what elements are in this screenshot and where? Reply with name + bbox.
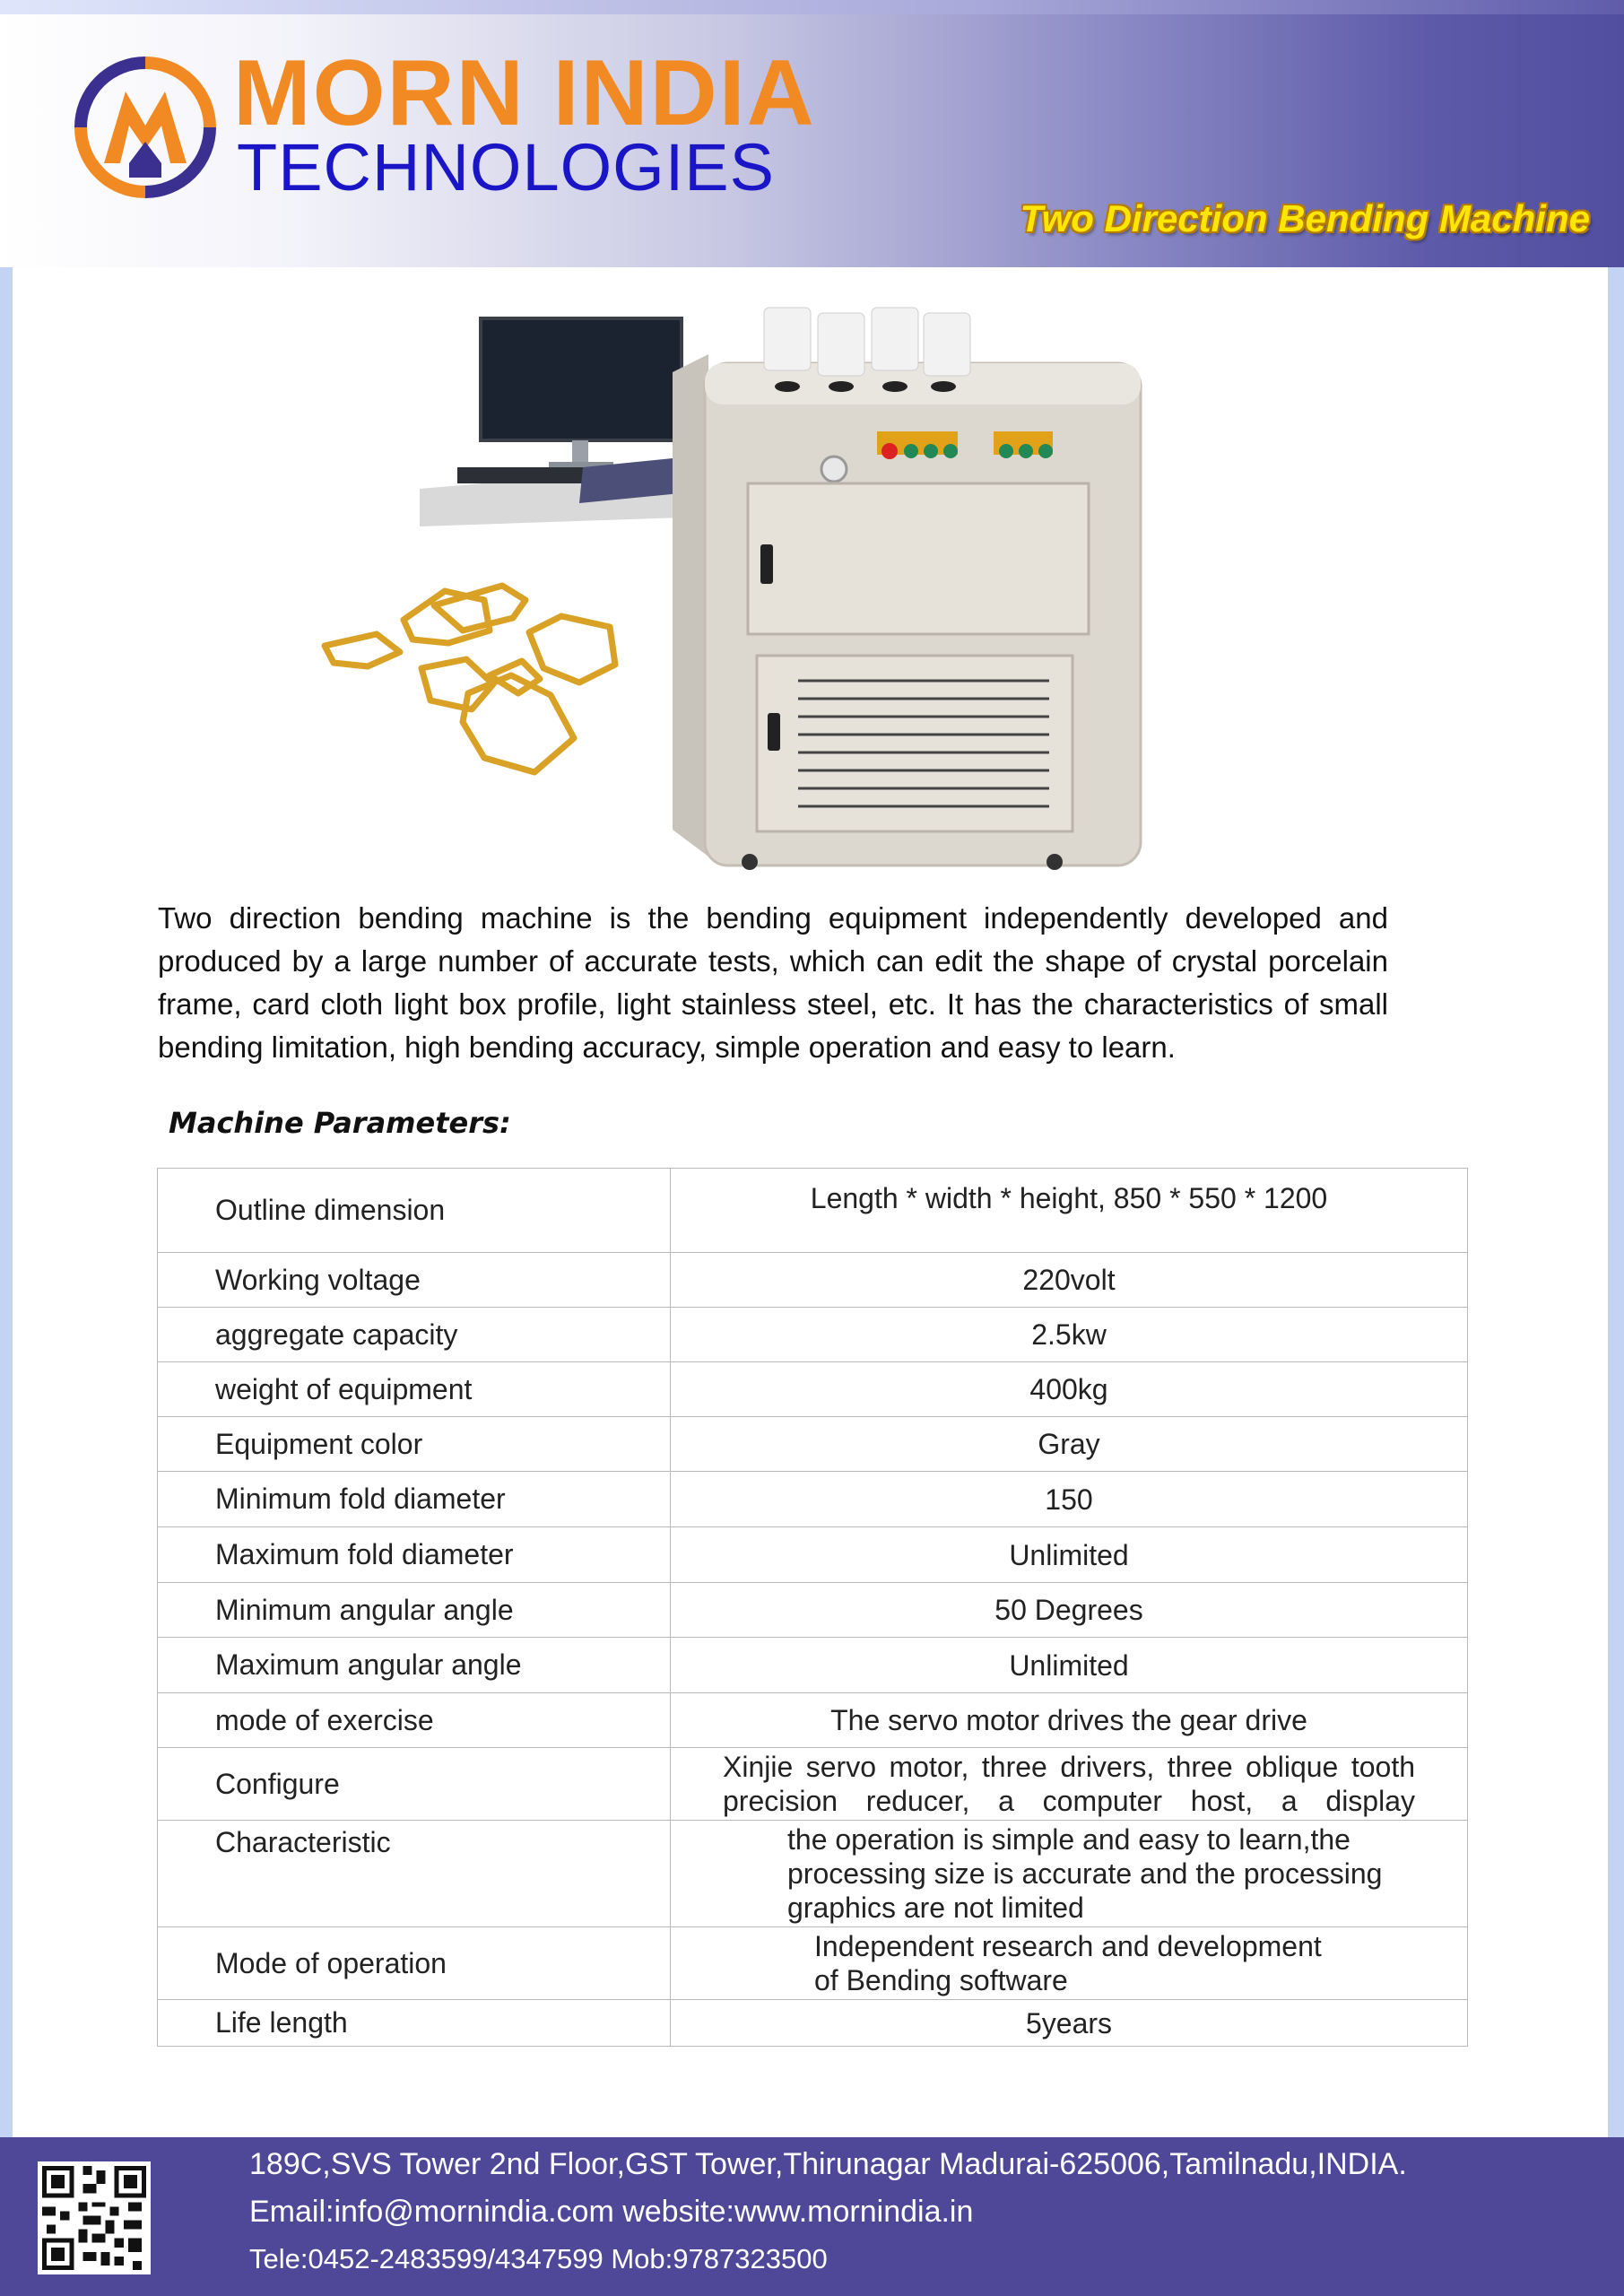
- param-label: Minimum fold diameter: [158, 1472, 671, 1527]
- table-row: [158, 1253, 1468, 1308]
- param-value: 150: [671, 1472, 1468, 1527]
- footer-address: 189C,SVS Tower 2nd Floor,GST Tower,Thirunagar Madurai-625006,Tamilnadu,INDIA.: [249, 2147, 1407, 2181]
- table-row: [158, 2000, 1468, 2047]
- param-label: Maximum angular angle: [158, 1638, 671, 1693]
- table-row: [158, 1417, 1468, 1472]
- param-label: mode of exercise: [158, 1693, 671, 1748]
- param-label: Minimum angular angle: [158, 1583, 671, 1638]
- table-row: [158, 1748, 1468, 1821]
- param-label: aggregate capacity: [158, 1308, 671, 1362]
- left-border: [0, 0, 13, 2296]
- param-label: Configure: [158, 1748, 671, 1821]
- param-value: 220volt: [671, 1253, 1468, 1308]
- table-row: [158, 1821, 1468, 1927]
- brand-subtitle: TECHNOLOGIES: [237, 130, 775, 204]
- param-value: The servo motor drives the gear drive: [671, 1693, 1468, 1748]
- param-value: Unlimited: [671, 1527, 1468, 1583]
- right-border: [1608, 0, 1624, 2296]
- table-row: [158, 1927, 1468, 2000]
- param-label: Life length: [158, 2000, 671, 2047]
- param-value: 400kg: [671, 1362, 1468, 1417]
- table-row: [158, 1308, 1468, 1362]
- param-label: Working voltage: [158, 1253, 671, 1308]
- param-label: Mode of operation: [158, 1927, 671, 2000]
- param-value: 5years: [671, 2000, 1468, 2047]
- param-value: Length * width * height, 850 * 550 * 1200: [671, 1169, 1468, 1253]
- parameters-table: [157, 1168, 1468, 2047]
- table-row: [158, 1362, 1468, 1417]
- morn-logo-icon: [74, 56, 217, 199]
- param-value: the operation is simple and easy to learn,the processing size is accurate and the processing graphics are not limited: [671, 1821, 1468, 1927]
- param-value: Gray: [671, 1417, 1468, 1472]
- product-title: Two Direction Bending Machine: [1020, 197, 1590, 239]
- param-value: 2.5kw: [671, 1308, 1468, 1362]
- param-label: Characteristic: [158, 1821, 671, 1927]
- param-label: Equipment color: [158, 1417, 671, 1472]
- table-row: [158, 1472, 1468, 1527]
- table-row: [158, 1638, 1468, 1693]
- table-row: [158, 1583, 1468, 1638]
- table-row: [158, 1169, 1468, 1253]
- intro-paragraph: Two direction bending machine is the bending equipment independently developed and produced by a large number of accurate tests, which can edit the shape of crystal porcelain frame, card cloth light box profile, light stainless steel, etc. It has the characteristics of small bending limitation, high bending accuracy, simple operation and easy to learn.: [158, 901, 1388, 1064]
- table-row: [158, 1527, 1468, 1583]
- footer-phone: Tele:0452-2483599/4347599 Mob:9787323500: [249, 2243, 828, 2274]
- param-value: 50 Degrees: [671, 1583, 1468, 1638]
- footer-email-website: Email:info@mornindia.com website:www.mornindia.in: [249, 2195, 974, 2229]
- param-label: Outline dimension: [158, 1169, 671, 1253]
- brand-name: MORN INDIA: [233, 41, 816, 145]
- param-value: Xinjie servo motor, three drivers, three oblique tooth precision reducer, a computer host, a display: [671, 1748, 1468, 1821]
- param-label: Maximum fold diameter: [158, 1527, 671, 1583]
- qr-code-icon: [38, 2161, 151, 2274]
- header-top-strip: [0, 0, 1624, 14]
- section-title: Machine Parameters:: [169, 1106, 511, 1140]
- machine-photo: [314, 300, 1166, 874]
- param-value: Independent research and development of Bending software: [671, 1927, 1468, 2000]
- param-label: weight of equipment: [158, 1362, 671, 1417]
- param-value: Unlimited: [671, 1638, 1468, 1693]
- table-row: [158, 1693, 1468, 1748]
